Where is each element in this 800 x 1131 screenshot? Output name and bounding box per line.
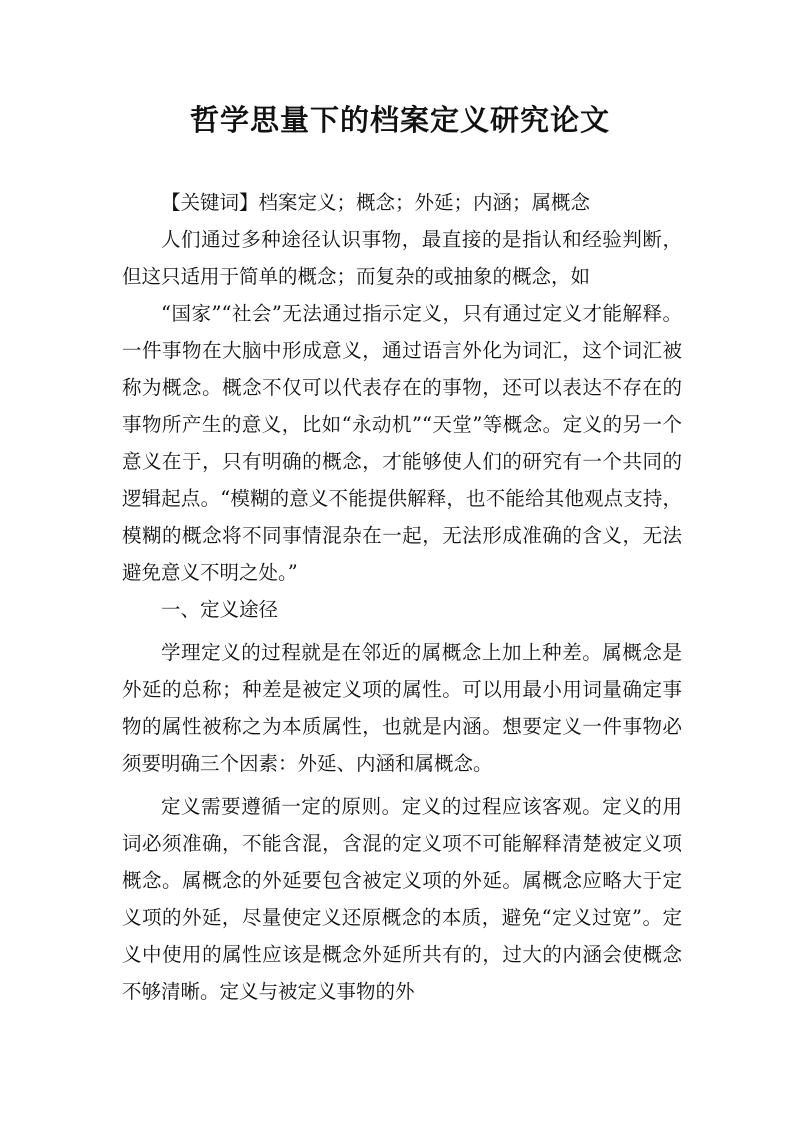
section-heading-1: 一、定义途径 xyxy=(161,598,279,621)
keywords-line: 【关键词】档案定义；概念；外延；内涵；属概念 xyxy=(161,191,591,214)
paragraph-2: “国家”“社会”无法通过指示定义，只有通过定义才能解释。一件事物在大脑中形成意义，通过语言外化为词汇，这个词汇被称为概念。概念不仅可以代表存在的事物，还可以表达不存在的事物所产生的意义，比如“永动机”“天堂”等概念。定义的另一个意义在于，只有明确的概念，才能够使人们的研究有一个共同的逻辑起点。“模糊的意义不能提供解释，也不能给其他观点支持，模糊的概念将不同事情混杂在一起，无法形成准确的含义，无法避免意义不明之处。” xyxy=(122,302,682,584)
paragraph-4: 定义需要遵循一定的原则。定义的过程应该客观。定义的用词必须准确，不能含混，含混的定义项不可能解释清楚被定义项概念。属概念的外延要包含被定义项的外延。属概念应略大于定义项的外延，尽量使定义还原概念的本质，避免“定义过宽”。定义中使用的属性应该是概念外延所共有的，过大的内涵会使概念不够清晰。定义与被定义事物的外 xyxy=(122,795,682,1003)
document-title: 哲学思量下的档案定义研究论文 xyxy=(189,103,610,137)
document-body xyxy=(122,184,682,1010)
paragraph-1: 人们通过多种途径认识事物，最直接的是指认和经验判断，但这只适用于简单的概念；而复杂的或抽象的概念，如 xyxy=(122,228,682,288)
paragraph-3: 学理定义的过程就是在邻近的属概念上加上种差。属概念是外延的总称；种差是被定义项的属性。可以用最小用词量确定事物的属性被称之为本质属性，也就是内涵。想要定义一件事物必须要明确三个因素：外延、内涵和属概念。 xyxy=(122,641,682,775)
